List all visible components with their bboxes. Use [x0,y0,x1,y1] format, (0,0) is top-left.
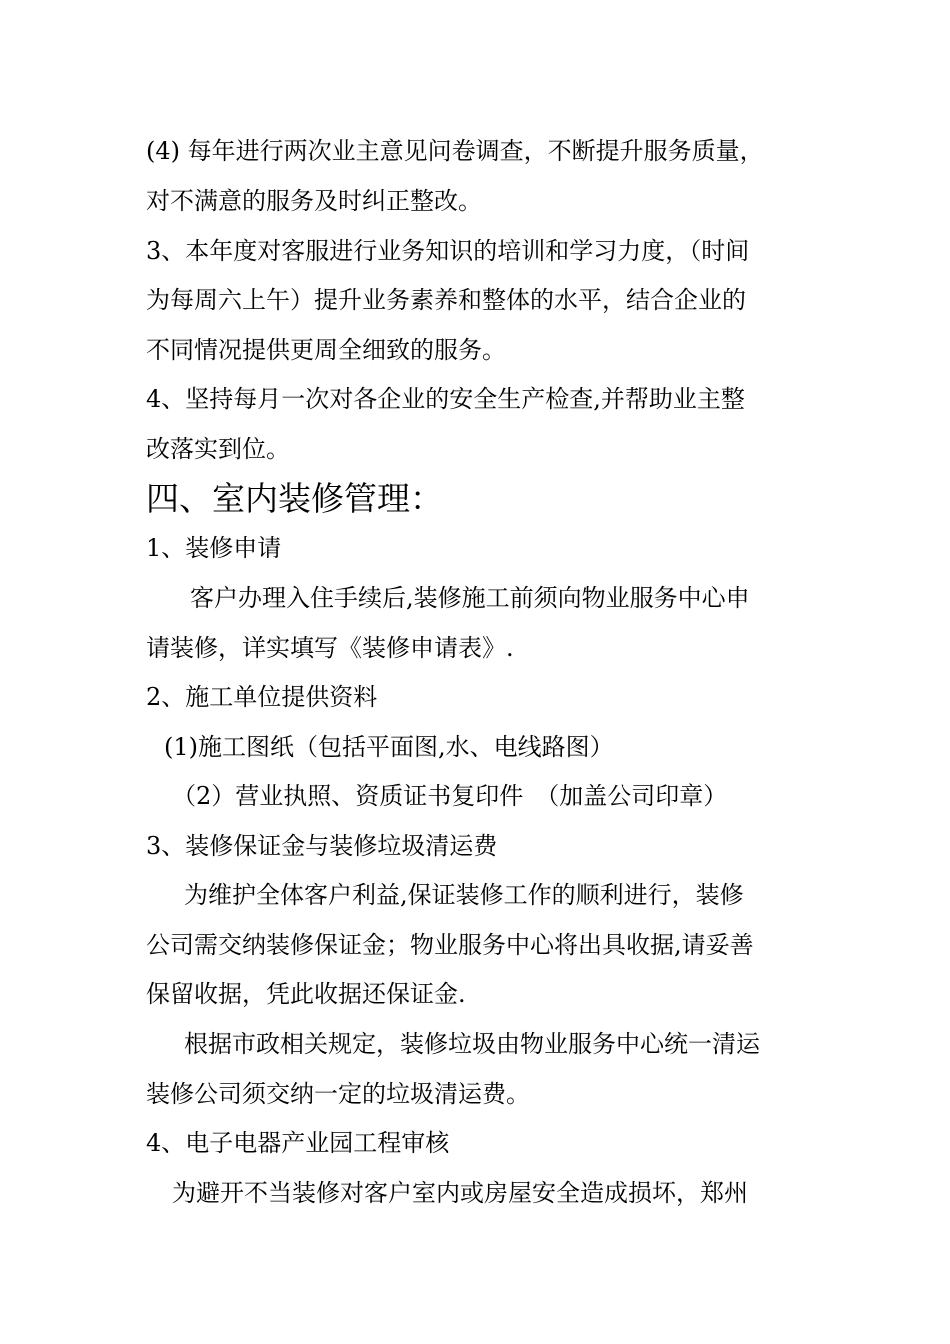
paragraph-line: 公司需交纳装修保证金；物业服务中心将出具收据,请妥善 [146,931,754,959]
subsection-title: 3、装修保证金与装修垃圾清运费 [146,832,498,860]
paragraph-line: 根据市政相关规定，装修垃圾由物业服务中心统一清运 [184,1030,760,1058]
paragraph-line: 请装修，详实填写《装修申请表》. [146,634,514,662]
subsection-title: 2、施工单位提供资料 [146,683,378,711]
paragraph-line: 为每周六上午）提升业务素养和整体的水平，结合企业的 [146,286,746,314]
paragraph-line: 装修公司须交纳一定的垃圾清运费。 [146,1080,530,1108]
list-item: （2）营业执照、资质证书复印件 （加盖公司印章） [172,782,728,810]
paragraph-line: 保留收据，凭此收据还保证金. [146,980,466,1008]
paragraph-line: 为维护全体客户利益,保证装修工作的顺利进行，装修 [184,881,744,909]
subsection-title: 1、装修申请 [146,534,282,562]
paragraph-line: 3、本年度对客服进行业务知识的培训和学习力度，（时间 [146,237,750,265]
subsection-title: 4、电子电器产业园工程审核 [146,1129,450,1157]
paragraph-line: (4) 每年进行两次业主意见问卷调查，不断提升服务质量， [146,137,764,165]
section-heading: 四、室内装修管理： [146,479,443,518]
paragraph-line: 不同情况提供更周全细致的服务。 [146,336,506,364]
list-item: (1)施工图纸（包括平面图,水、电线路图） [164,733,614,761]
paragraph-line: 为避开不当装修对客户室内或房屋安全造成损坏，郑州 [172,1179,748,1207]
paragraph-line: 4、坚持每月一次对各企业的安全生产检查,并帮助业主整 [146,385,745,413]
paragraph-line: 客户办理入住手续后,装修施工前须向物业服务中心申 [190,584,750,612]
paragraph-line: 对不满意的服务及时纠正整改。 [146,187,482,215]
paragraph-line: 改落实到位。 [146,435,290,463]
